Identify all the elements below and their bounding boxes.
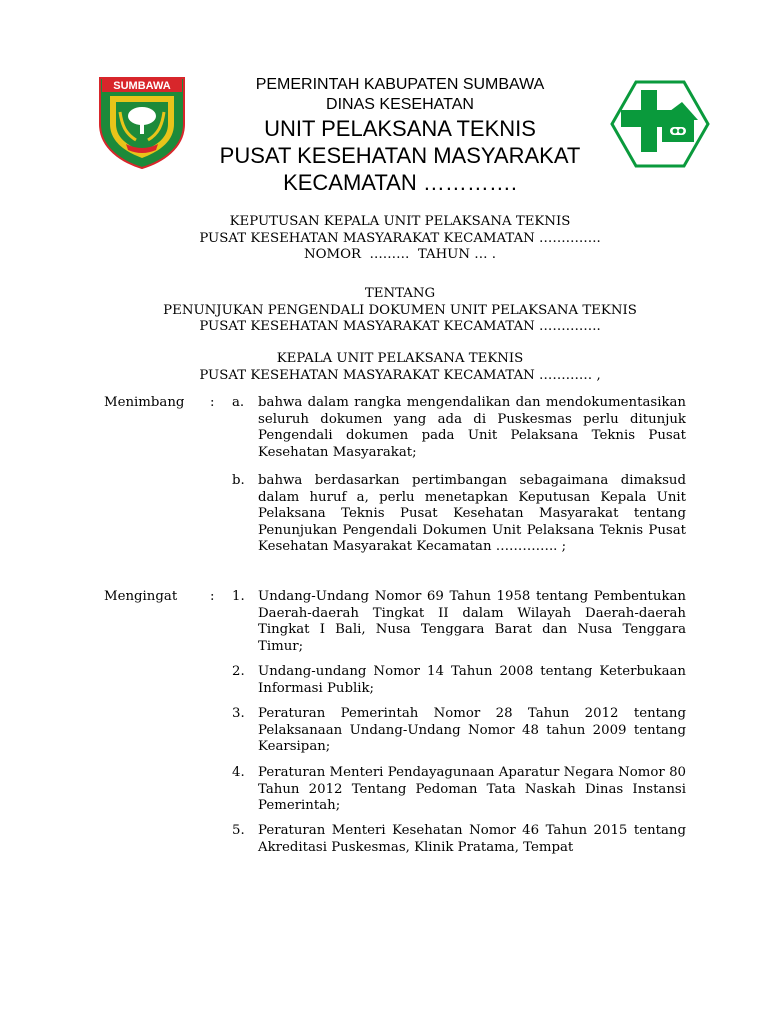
- item-text: Peraturan Pemerintah Nomor 28 Tahun 2012 tentang Pelaksanaan Undang-Undang Nomor 48 tahun 2009 tentang Kearsipan;: [258, 706, 686, 754]
- subject-line-2: PUSAT KESEHATAN MASYARAKAT KECAMATAN …………..: [199, 319, 601, 334]
- item-marker: a.: [232, 395, 245, 410]
- letterhead-line-district: KECAMATAN ………….: [283, 170, 517, 195]
- item-marker: 2.: [232, 664, 245, 679]
- decree-subject: [90, 286, 710, 336]
- menimbang-item-a: [232, 395, 686, 461]
- decree-title-line-1: KEPUTUSAN KEPALA UNIT PELAKSANA TEKNIS: [229, 214, 571, 229]
- menimbang-item-b: [232, 473, 686, 556]
- item-marker: b.: [232, 473, 245, 488]
- mengingat-colon: :: [210, 589, 215, 604]
- menimbang-colon: :: [210, 395, 215, 410]
- mengingat-item-3: [232, 706, 686, 756]
- item-text: Peraturan Menteri Kesehatan Nomor 46 Tahun 2015 tentang Akreditasi Puskesmas, Klinik Pratama, Tempat: [258, 823, 686, 855]
- item-text: Undang-Undang Nomor 69 Tahun 1958 tentang Pembentukan Daerah-daerah Tingkat II dalam Wilayah Daerah-daerah Tingkat I Bali, Nusa Tenggara Barat dan Nusa Tenggara Timur;: [258, 589, 686, 654]
- item-marker: 1.: [232, 589, 245, 604]
- item-text: bahwa berdasarkan pertimbangan sebagaimana dimaksud dalam huruf a, perlu menetapkan Keputusan Kepala Unit Pelaksana Teknis Pusat Kesehatan Masyarakat tentang Penunjukan Pengendali Dokumen Unit Pelaksana Teknis Pusat Kesehatan Masyarakat Kecamatan ………….. ;: [258, 473, 686, 554]
- sumbawa-regency-logo-icon: [96, 72, 188, 170]
- logo-left-text: SUMBAWA: [113, 80, 171, 92]
- item-text: Undang-undang Nomor 14 Tahun 2008 tentang Keterbukaan Informasi Publik;: [258, 664, 686, 696]
- mengingat-item-5: [232, 823, 686, 856]
- mengingat-item-1: [232, 589, 686, 655]
- letterhead-line-agency: DINAS KESEHATAN: [326, 96, 474, 113]
- subject-line-1: PENUNJUKAN PENGENDALI DOKUMEN UNIT PELAKSANA TEKNIS: [163, 302, 637, 318]
- decree-number: NOMOR ……… TAHUN … .: [303, 247, 497, 262]
- decree-title-line-2: PUSAT KESEHATAN MASYARAKAT KECAMATAN …………..: [199, 230, 601, 246]
- mengingat-item-4: [232, 765, 686, 815]
- item-marker: 3.: [232, 706, 245, 721]
- item-text: Peraturan Menteri Pendayagunaan Aparatur Negara Nomor 80 Tahun 2012 Tentang Pedoman Tata Naskah Dinas Instansi Pemerintah;: [258, 765, 686, 813]
- mengingat-label: Mengingat: [104, 589, 178, 604]
- letterhead-line-government: PEMERINTAH KABUPATEN SUMBAWA: [255, 76, 545, 93]
- menimbang-label: Menimbang: [104, 395, 185, 410]
- decree-issuer: [90, 351, 710, 384]
- letterhead-line-unit: UNIT PELAKSANA TEKNIS: [264, 116, 536, 141]
- item-text: bahwa dalam rangka mengendalikan dan mendokumentasikan seluruh dokumen yang ada di Puskesmas perlu ditunjuk Pengendali dokumen pada Unit Pelaksana Teknis Pusat Kesehatan Masyarakat;: [258, 395, 686, 460]
- puskesmas-logo-icon: [610, 80, 710, 168]
- item-marker: 5.: [232, 823, 245, 838]
- issuer-line-2: PUSAT KESEHATAN MASYARAKAT KECAMATAN ………… ,: [199, 367, 601, 383]
- issuer-line-1: KEPALA UNIT PELAKSANA TEKNIS: [276, 351, 524, 366]
- mengingat-item-2: [232, 664, 686, 697]
- decree-title: [90, 214, 710, 264]
- letterhead: [190, 75, 610, 196]
- subject-label: TENTANG: [364, 286, 436, 301]
- item-marker: 4.: [232, 765, 245, 780]
- letterhead-line-puskesmas: PUSAT KESEHATAN MASYARAKAT: [219, 143, 581, 168]
